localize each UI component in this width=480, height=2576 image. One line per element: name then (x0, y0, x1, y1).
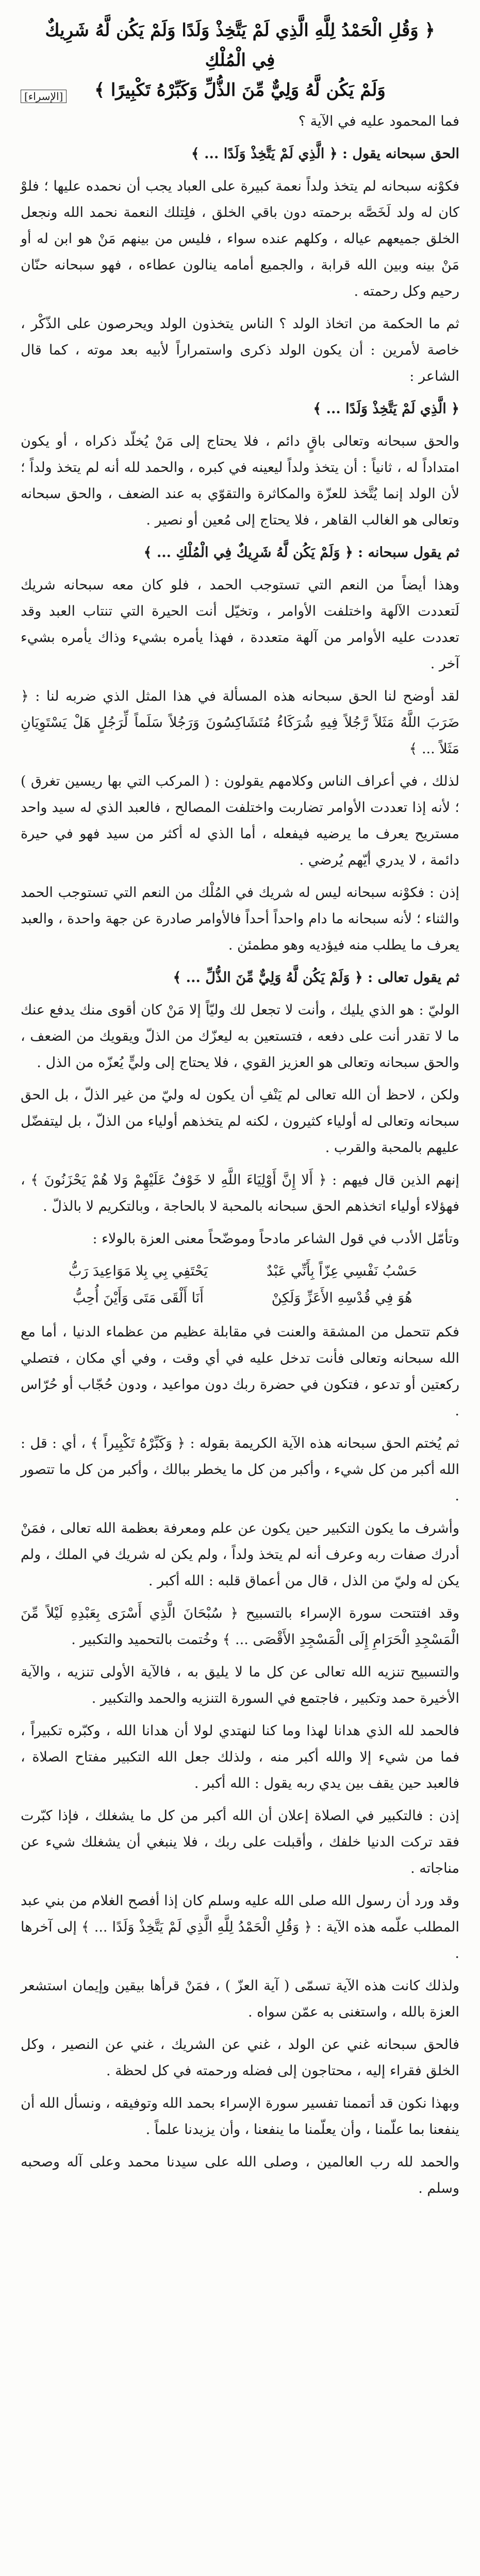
paragraph: لذلك ، في أعراف الناس وكلامهم يقولون : ( المركب التي بها ريسين تغرق ) ؛ لأنه إذا تعددت الأوامر تضاربت واختلفت المصالح ، فالعبد الذي له سيد واحد مستريح يعرف ما يرضيه فيفعله ، أما الذي له أكثر من سيد فهو في حيرة دائمة ، لا يدري أيّهم يُرضي . (21, 773, 459, 868)
poem-verse (44, 1285, 436, 1312)
paragraph: إنهم الذين قال فيهم : ﴿ أَلا إِنَّ أَوْلِيَاءَ اللَّهِ لا خَوْفٌ عَلَيْهِمْ وَلا هُمْ يَحْزَنُونَ ﴾ ، فهؤلاء أولياء اتخذهم الحق سبحانه بالمحبة لا بالحاجة ، وبالتكريم لا بالذلّ . (21, 1172, 460, 1214)
poem (44, 1258, 436, 1312)
paragraph: والحق سبحانه وتعالى باقٍ دائم ، فلا يحتاج إلى مَنْ يُخلّد ذكراه ، أو يكون امتداداً له ، ثانياً : أن يتخذ ولداً ليعينه في كبره ، والحمد لله أنه لم يتخذ ولداً ؛ لأن الولد إنما يُتَّخذ للعزّة والمكاثرة والتقوّي به عند الضعف ، والحق سبحانه وتعالى هو الغالب القاهر ، فلا يحتاج إلى مُعين أو نصير . (21, 433, 459, 528)
hemistich: أَنَا أَلْقَى مَتَى وَأَيْنَ أُحِبُّ (72, 1290, 204, 1306)
paragraph: إذن : فكوْنه سبحانه ليس له شريك في المُلْك من النعم التي تستوجب الحمد والثناء ؛ لأنه سبحانه ما دام واحداً أحداً فالأوامر صادرة عن جهة واحدة ، والعبد يعرف ما يطلب منه فيؤديه وهو مطمئن . (21, 885, 459, 953)
poem-verse (44, 1258, 436, 1285)
paragraph: فما المحمود عليه في الآية ؟ (298, 113, 459, 129)
paragraph: ثم ما الحكمة من اتخاذ الولد ؟ الناس يتخذون الولد ويحرصون على الذّكْر ، خاصة لأمرين : أن يكون الولد ذكرى واستمراراً لأبيه بعد موته ، كما قال الشاعر : (21, 316, 459, 384)
paragraph: فكم تتحمل من المشقة والعنت في مقابلة عظيم من عظماء الدنيا ، أما مع الله سبحانه وتعالى فأنت تدخل عليه في أي وقت ، وفي أي مكان ، فتصلي ركعتين أو تدعو ، فتكون في حضرة ربك دون مواعيد ، ودون حُجّاب أو حُرّاس . (21, 1324, 459, 1419)
verse-line: ﴿ وَقُلِ الْحَمْدُ لِلَّهِ الَّذِي لَمْ يَتَّخِذْ وَلَدًا وَلَمْ يَكُن لَّهُ شَرِيكٌ فِي الْمُلْكِ (45, 20, 435, 71)
quote-paragraph: ﴿ الَّذِي لَمْ يَتَّخِذْ وَلَدًا ... ﴾ (313, 401, 459, 417)
paragraph: ولكن ، لاحظ أن الله تعالى لم يَنْفِ أن يكون له وليّ من غير الذلّ ، بل الحق سبحانه وتعالى له أولياء كثيرون ، لكنه لم يتخذهم أولياء من الذلّ ، بل ليتفضّل عليهم بالمحبة والقرب . (21, 1087, 459, 1156)
hemistich: حَسْبُ نَفْسِي عِزّاً بِأَنِّي عَبْدٌ (267, 1263, 418, 1279)
paragraph: ثم يُختم الحق سبحانه هذه الآية الكريمة بقوله : ﴿ وَكَبِّرْهُ تَكْبِيراً ﴾ ، أي : قل : الله أكبر من كل شيء ، وأكبر من كل ما يخطر ببالك ، وأكبر من كل ما تتصور . (21, 1435, 459, 1504)
hemistich: يَحْتَفِي بِي بِلا مَوَاعِيدَ رَبُّ (68, 1263, 208, 1279)
paragraph: وهذا أيضاً من النعم التي تستوجب الحمد ، فلو كان معه سبحانه شريك لَتعددت الآلهة واختلفت الأوامر ، وتخيّل أنت الحيرة التي تنتاب العبد وقد تعددت عليه الأوامر من آلهة متعددة ، فهذا يأمره بشيء وذاك يأمره بشيء آخر . (21, 577, 459, 672)
sura-tag: [الإسراء] (21, 90, 67, 103)
paragraph: وبهذا نكون قد أتممنا تفسير سورة الإسراء بحمد الله وتوفيقه ، ونسأل الله أن ينفعنا بما علّمنا ، وأن يعلّمنا ما ينفعنا ، وأن يزيدنا علماً . (21, 2095, 459, 2138)
paragraph: وتأمّل الأدب في قول الشاعر مادحاً وموضّحاً معنى العزة بالولاء : (92, 1231, 459, 1247)
paragraph: وأشرف ما يكون التكبير حين يكون عن علم ومعرفة بعظمة الله تعالى ، فمَنْ أدرك صفات ربه وعرف أنه لم يتخذ ولداً ، ولم يكن له شريك في الملك ، ولم يكن له وليّ من الذل ، قال من أعماق قلبه : الله أكبر . (21, 1520, 459, 1589)
paragraph: فالحق سبحانه غني عن الولد ، غني عن الشريك ، غني عن النصير ، وكل الخلق فقراء إليه ، محتاجون إلى فضله ورحمته في كل لحظة . (21, 2037, 459, 2079)
paragraph: وقد ورد أن رسول الله صلى الله عليه وسلم كان إذا أفصح الغلام من بني عبد المطلب علّمه هذه الآية : ﴿ وَقُلِ الْحَمْدُ لِلَّهِ الَّذِي لَمْ يَتَّخِذْ وَلَدًا ... ﴾ إلى آخرها . (21, 1893, 459, 1961)
verse-line: وَلَمْ يَكُن لَّهُ وَلِيٌّ مِّنَ الذُّلِّ وَكَبِّرْهُ تَكْبِيرًا ﴾ (94, 80, 386, 100)
main-text-column (21, 88, 459, 2208)
quote-paragraph: الحق سبحانه يقول : ﴿ الَّذِي لَمْ يَتَّخِذْ وَلَدًا ... ﴾ (191, 146, 459, 162)
paragraph: فكوْنه سبحانه لم يتخذ ولداً نعمة كبيرة على العباد يجب أن نحمده عليها ؛ فلوْ كان له ولد لَخَصَّه برحمته دون باقي الخلق ، فلِتلك النعمة نحمد الله ونجعل الخلق جميعهم عياله ، وكلهم عنده سواء ، فليس من بينهم مَنْ هو ابن له أو مَنْ بينه وبين الله قرابة ، والجميع أمامه ينالون عطاءه ، فهو سبحانه حنّان رحيم وكل رحمته . (21, 178, 459, 299)
quote-paragraph: ثم يقول تعالى : ﴿ وَلَمْ يَكُن لَّهُ وَلِيٌّ مِّنَ الذُّلِّ ... ﴾ (173, 970, 459, 986)
hemistich: هُوَ فِي قُدْسِهِ الأَعَزِّ وَلَكِنْ (271, 1290, 412, 1306)
paragraph: والحمد لله رب العالمين ، وصلى الله على سيدنا محمد وعلى آله وصحبه وسلم . (21, 2154, 459, 2196)
paragraph: وقد افتتحت سورة الإسراء بالتسبيح ﴿ سُبْحَانَ الَّذِي أَسْرَى بِعَبْدِهِ لَيْلاً مِّنَ الْمَسْجِدِ الْحَرَامِ إِلَى الْمَسْجِدِ الأَقْصَى ... ﴾ وخُتمت بالتحميد والتكبير . (21, 1605, 459, 1648)
paragraph: فالحمد لله الذي هدانا لهذا وما كنا لنهتدي لولا أن هدانا الله ، وكبّره تكبيراً ، فما من شيء إلا والله أكبر منه ، ولذلك جعل الله التكبير مفتاح الصلاة ، فالعبد حين يقف بين يدي ربه يقول : الله أكبر . (21, 1723, 459, 1791)
paragraph: إذن : فالتكبير في الصلاة إعلان أن الله أكبر من كل ما يشغلك ، فإذا كبّرت فقد تركت الدنيا خلفك ، وأقبلت على ربك ، فلا ينبغي أن يشغلك شيء عن مناجاته . (21, 1808, 459, 1876)
paragraph: والتسبيح تنزيه الله تعالى عن كل ما لا يليق به ، فالآية الأولى تنزيه ، والآية الأخيرة حمد وتكبير ، فاجتمع في السورة التنزيه والحمد والتكبير . (21, 1664, 459, 1706)
paragraph: ولذلك كانت هذه الآية تسمّى ( آية العزّ ) ، فمَنْ قرأها بيقين وإيمان استشعر العزة بالله ، واستغنى به عمّن سواه . (21, 1978, 459, 2020)
paragraph: لقد أوضح لنا الحق سبحانه هذه المسألة في هذا المثل الذي ضربه لنا : ﴿ ضَرَبَ اللَّهُ مَثَلاً رَّجُلاً فِيهِ شُرَكَاءُ مُتَشَاكِسُونَ وَرَجُلاً سَلَماً لِّرَجُلٍ هَلْ يَسْتَوِيَانِ مَثَلاً ... ﴾ (21, 688, 459, 757)
quote-paragraph: ثم يقول سبحانه : ﴿ وَلَمْ يَكُن لَّهُ شَرِيكٌ فِي الْمُلْكِ ... ﴾ (143, 545, 459, 561)
paragraph: الوليّ : هو الذي يليك ، وأنت لا تجعل لك وليّاً إلا مَنْ كان أقوى منك يدفع عنك ما لا تقدر أنت على دفعه ، فتستعين به ليعزّك من الذلّ ويقويك من الضعف ، والحق سبحانه وتعالى هو العزيز القوي ، فلا يحتاج إلى وليٍّ يُعزّه من الذل . (21, 1002, 459, 1071)
